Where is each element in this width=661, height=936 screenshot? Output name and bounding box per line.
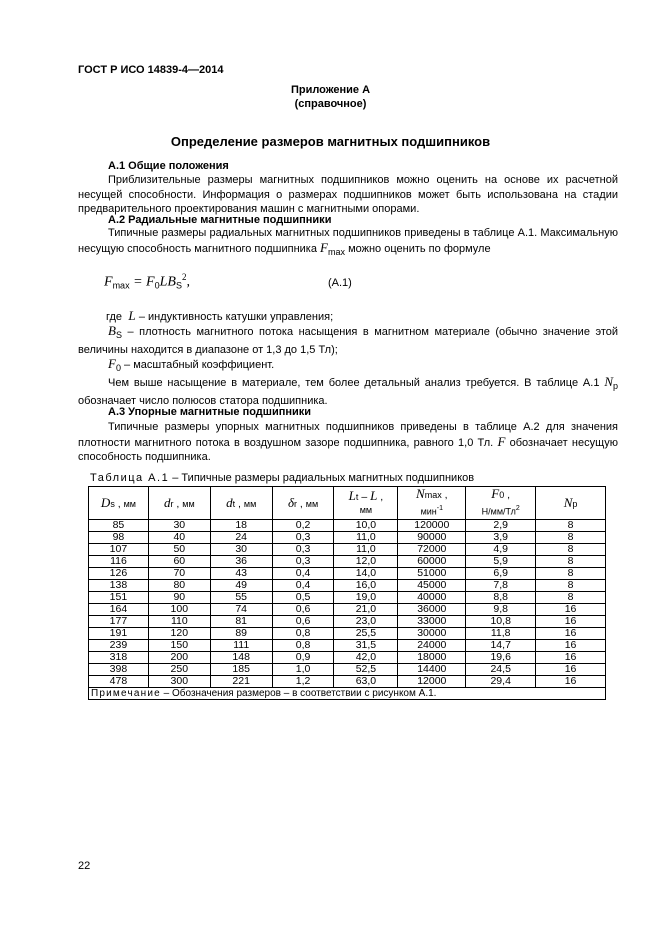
section-a3-text: [78, 420, 618, 465]
header-nmax: Nmax , мин$^{-1}$: [398, 487, 466, 520]
table-cell: 151: [89, 592, 149, 604]
table-cell: 8: [536, 532, 606, 544]
table-cell: 70: [148, 568, 210, 580]
symbol-bs: $B_S$: [108, 323, 122, 340]
np-text-1: Чем выше насыщение в материале, тем более детальный анализ требуется. В таблице А.1: [108, 377, 600, 389]
table-cell: 0,3: [272, 556, 334, 568]
table-cell: 116: [89, 556, 149, 568]
table-row: [89, 520, 606, 532]
table-cell: 90000: [398, 532, 466, 544]
table-cell: 16: [536, 628, 606, 640]
table-cell: 24: [210, 532, 272, 544]
table-cell: 16: [536, 604, 606, 616]
table-cell: 72000: [398, 544, 466, 556]
table-cell: 120000: [398, 520, 466, 532]
table-cell: 8: [536, 592, 606, 604]
formula-a1: $F_{max} = F_0LB_S^2$,: [104, 272, 190, 291]
where-prefix: где: [106, 311, 123, 323]
table-cell: 14,0: [334, 568, 398, 580]
table-cell: 300: [148, 676, 210, 688]
table-cell: 250: [148, 664, 210, 676]
table-row: [89, 604, 606, 616]
table-cell: 55: [210, 592, 272, 604]
table-cell: 10,8: [466, 616, 536, 628]
table-cell: 21,0: [334, 604, 398, 616]
table-cell: 3,9: [466, 532, 536, 544]
table-cell: 11,0: [334, 544, 398, 556]
np-text-2: обозначает число полюсов статора подшипника.: [78, 394, 328, 407]
table-cell: 8: [536, 556, 606, 568]
table-cell: 120: [148, 628, 210, 640]
table-cell: 43: [210, 568, 272, 580]
section-a3-heading: А.3 Упорные магнитные подшипники: [108, 406, 312, 418]
table-cell: 0,6: [272, 604, 334, 616]
table-cell: 221: [210, 676, 272, 688]
table-cell: 14400: [398, 664, 466, 676]
header-np: Np: [536, 487, 606, 520]
table-cell: 8: [536, 568, 606, 580]
table-cell: 51000: [398, 568, 466, 580]
table-cell: 1,0: [272, 664, 334, 676]
table-cell: 16: [536, 676, 606, 688]
table-cell: 0,9: [272, 652, 334, 664]
table-cell: 74: [210, 604, 272, 616]
table-cell: 478: [89, 676, 149, 688]
table-cell: 8: [536, 544, 606, 556]
where-l-line: [78, 308, 618, 324]
table-row: [89, 592, 606, 604]
table-row: [89, 640, 606, 652]
main-title: Определение размеров магнитных подшипников: [170, 134, 491, 149]
table-cell: 42,0: [334, 652, 398, 664]
appendix-title: Приложение А: [290, 84, 371, 96]
table-cell: 18000: [398, 652, 466, 664]
table-row: [89, 556, 606, 568]
table-cell: 24,5: [466, 664, 536, 676]
table-row: [89, 664, 606, 676]
table-row: [89, 568, 606, 580]
where-f0-text: – масштабный коэффициент.: [124, 359, 275, 371]
table-cell: 18: [210, 520, 272, 532]
table-cell: 0,8: [272, 628, 334, 640]
table-row: [89, 616, 606, 628]
table-cell: 30: [210, 544, 272, 556]
table-cell: 8,8: [466, 592, 536, 604]
table-cell: 148: [210, 652, 272, 664]
where-f0-line: [78, 356, 618, 373]
table-cell: 11,8: [466, 628, 536, 640]
table-cell: 0,3: [272, 544, 334, 556]
table-cell: 318: [89, 652, 149, 664]
table-cell: 4,9: [466, 544, 536, 556]
section-a1-body: Приблизительные размеры магнитных подшипников можно оценить на основе их расчетной несущей способности. Информация о размерах подшипников может быть использована на стадии предварительного проектирования машин с магнитными опорами.: [78, 174, 618, 215]
table-cell: 100: [148, 604, 210, 616]
table-row: [89, 628, 606, 640]
symbol-l: L: [125, 308, 139, 323]
table-note-label: Примечание: [91, 688, 161, 699]
table-cell: 12000: [398, 676, 466, 688]
table-cell: 85: [89, 520, 149, 532]
table-cell: 0,2: [272, 520, 334, 532]
table-cell: 7,8: [466, 580, 536, 592]
symbol-f0: $F_0$: [108, 356, 121, 373]
table-header-row: [89, 487, 606, 520]
header-lt-l: Lt – L , мм: [334, 487, 398, 520]
where-bs-text: – плотность магнитного потока насыщения в магнитном материале (обычно значение этой величины находится в диапазоне от 1,3 до 1,5 Тл);: [78, 326, 618, 356]
section-a1-text: [78, 173, 618, 217]
symbol-fmax: $F_{max}$: [320, 239, 345, 257]
page-number: 22: [78, 860, 91, 872]
table-cell: 0,6: [272, 616, 334, 628]
table-cell: 49: [210, 580, 272, 592]
table-cell: 0,8: [272, 640, 334, 652]
table-cell: 16,0: [334, 580, 398, 592]
table-cell: 60: [148, 556, 210, 568]
table-cell: 0,4: [272, 568, 334, 580]
table-cell: 25,5: [334, 628, 398, 640]
table-cell: 36: [210, 556, 272, 568]
appendix-subtitle: (справочное): [294, 98, 367, 110]
section-a2-body-2: можно оценить по формуле: [348, 242, 491, 255]
table-cell: 40: [148, 532, 210, 544]
np-paragraph: [78, 375, 618, 408]
table-caption-text: – Типичные размеры радиальных магнитных подшипников: [169, 472, 475, 484]
symbol-f: F: [497, 433, 506, 449]
where-l-text: – индуктивность катушки управления;: [138, 311, 334, 323]
table-cell: 36000: [398, 604, 466, 616]
table-cell: 52,5: [334, 664, 398, 676]
section-a1-heading: А.1 Общие положения: [108, 160, 229, 172]
table-cell: 1,2: [272, 676, 334, 688]
table-note-row: [89, 688, 606, 700]
table-cell: 16: [536, 640, 606, 652]
table-row: [89, 580, 606, 592]
table-cell: 31,5: [334, 640, 398, 652]
table-cell: 98: [89, 532, 149, 544]
table-cell: 6,9: [466, 568, 536, 580]
table-cell: 63,0: [334, 676, 398, 688]
table-cell: 90: [148, 592, 210, 604]
table-cell: 60000: [398, 556, 466, 568]
table-cell: 5,9: [466, 556, 536, 568]
table-cell: 126: [89, 568, 149, 580]
table-cell: 10,0: [334, 520, 398, 532]
header-f0: F0 , $Н/мм/Тл^2$: [466, 487, 536, 520]
table-cell: 0,3: [272, 532, 334, 544]
table-cell: 164: [89, 604, 149, 616]
header-delta: δr , мм: [272, 487, 334, 520]
table-cell: 89: [210, 628, 272, 640]
header-dr: dr , мм: [148, 487, 210, 520]
table-cell: 33000: [398, 616, 466, 628]
table-cell: 8: [536, 580, 606, 592]
table-cell: 40000: [398, 592, 466, 604]
table-cell: 239: [89, 640, 149, 652]
table-cell: 0,5: [272, 592, 334, 604]
table-cell: 111: [210, 640, 272, 652]
table-cell: 12,0: [334, 556, 398, 568]
header-ds: Ds , мм: [89, 487, 149, 520]
table-row: [89, 532, 606, 544]
table-cell: 14,7: [466, 640, 536, 652]
table-note: [89, 688, 606, 700]
table-cell: 50: [148, 544, 210, 556]
where-bs-line: [78, 324, 618, 357]
table-cell: 16: [536, 664, 606, 676]
table-cell: 8: [536, 520, 606, 532]
formula-number: (А.1): [328, 277, 352, 289]
table-row: [89, 544, 606, 556]
symbol-np: $N_p$: [604, 374, 618, 391]
table-cell: 185: [210, 664, 272, 676]
bearing-dimensions-table: [88, 486, 606, 700]
table-cell: 45000: [398, 580, 466, 592]
section-a2-text: [78, 226, 618, 259]
table-cell: 0,4: [272, 580, 334, 592]
table-cell: 398: [89, 664, 149, 676]
table-cell: 16: [536, 616, 606, 628]
table-caption-label: Таблица А.1: [90, 472, 170, 484]
table-cell: 107: [89, 544, 149, 556]
table-cell: 23,0: [334, 616, 398, 628]
table-cell: 19,0: [334, 592, 398, 604]
table-cell: 9,8: [466, 604, 536, 616]
section-a2-heading: А.2 Радиальные магнитные подшипники: [108, 214, 332, 226]
table-cell: 30000: [398, 628, 466, 640]
table-cell: 80: [148, 580, 210, 592]
table-cell: 16: [536, 652, 606, 664]
table-cell: 19,6: [466, 652, 536, 664]
header-dt: dt , мм: [210, 487, 272, 520]
document-header: ГОСТ Р ИСО 14839-4—2014: [78, 64, 224, 76]
table-cell: 11,0: [334, 532, 398, 544]
table-cell: 177: [89, 616, 149, 628]
table-cell: 2,9: [466, 520, 536, 532]
section-a2-body-1: Типичные размеры радиальных магнитных подшипников приведены в таблице А.1. Максимальную несущую способность магнитного подшипника: [78, 227, 618, 255]
table-cell: 200: [148, 652, 210, 664]
table-cell: 81: [210, 616, 272, 628]
table-cell: 138: [89, 580, 149, 592]
table-cell: 150: [148, 640, 210, 652]
table-cell: 30: [148, 520, 210, 532]
table-row: [89, 676, 606, 688]
section-a3-body-1: Типичные размеры упорных магнитных подшипников приведены в таблице А.2 для значения плотности магнитного потока в воздушном зазоре подшипника, равного 1,0 Тл.: [78, 421, 618, 449]
table-caption: [90, 472, 474, 484]
table-cell: 24000: [398, 640, 466, 652]
table-row: [89, 652, 606, 664]
table-cell: 191: [89, 628, 149, 640]
table-cell: 29,4: [466, 676, 536, 688]
table-note-text: – Обозначения размеров – в соответствии с рисунком А.1.: [160, 688, 437, 699]
section-a3-body-2: обозначает несущую способность подшипника.: [78, 436, 619, 463]
table-cell: 110: [148, 616, 210, 628]
